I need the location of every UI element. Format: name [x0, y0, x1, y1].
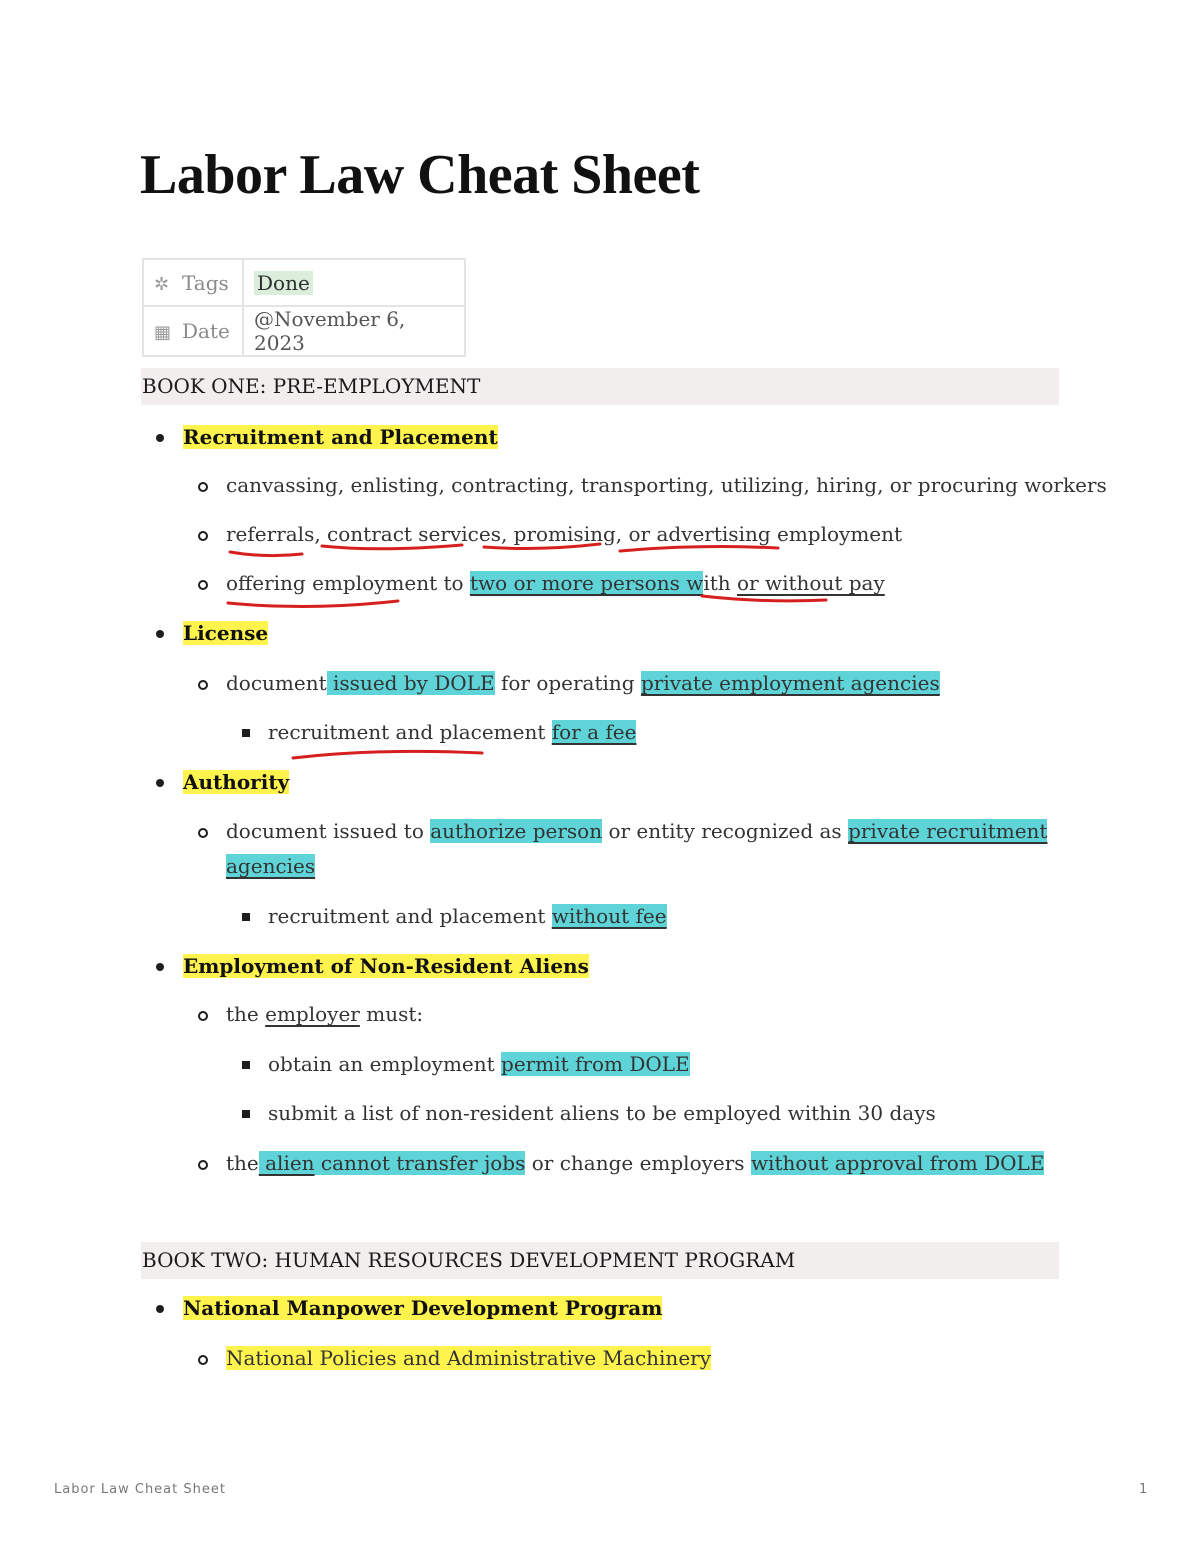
page-number: 1 [1139, 1482, 1148, 1497]
highlight-text: Recruitment and Placement [183, 425, 498, 449]
underlined-text: employer [265, 1002, 360, 1026]
highlight-text: cannot transfer jobs [314, 1151, 526, 1175]
text: or change employers [525, 1151, 751, 1175]
property-key-label: Date [182, 319, 230, 343]
ink-underline-offering [228, 601, 398, 607]
highlight-text: for a fee [551, 720, 637, 744]
text: the [226, 1151, 259, 1175]
highlight-text: alien [258, 1151, 315, 1175]
property-row-date[interactable] [143, 306, 465, 356]
text: must: [359, 1002, 424, 1026]
ink-underline-recruitment-placement [293, 751, 482, 758]
list-item: submit a list of non-resident aliens to be employed within 30 days [268, 1101, 936, 1125]
bullet [198, 482, 208, 492]
bullet [156, 630, 164, 638]
list-item-continuation [226, 852, 315, 880]
text: document [226, 671, 327, 695]
property-key [143, 306, 243, 356]
list-item-aliens-heading [183, 952, 589, 980]
list-item [226, 1149, 1044, 1177]
list-item [268, 1050, 690, 1078]
underlined-text: or without pay [737, 571, 885, 595]
list-item [268, 902, 667, 930]
highlight-text: National Manpower Development Program [183, 1296, 663, 1320]
list-item-recruitment-heading [183, 423, 498, 451]
bullet [242, 1110, 250, 1118]
text: or entity recognized as [602, 819, 849, 843]
highlight-text: agencies [226, 854, 316, 878]
list-item [226, 669, 940, 697]
property-key-label: Tags [182, 270, 229, 295]
property-value[interactable]: @November 6, 2023 [243, 306, 465, 356]
section-heading-book-two: BOOK TWO: HUMAN RESOURCES DEVELOPMENT PROGRAM [141, 1242, 1059, 1279]
footer-title: Labor Law Cheat Sheet [54, 1482, 226, 1497]
highlight-text: permit from DOLE [501, 1052, 690, 1076]
bullet [198, 1011, 208, 1021]
bullet [198, 1355, 208, 1365]
text: ith [703, 571, 738, 595]
text: recruitment and placement [268, 904, 552, 928]
bullet [198, 680, 208, 690]
highlight-text: two or more persons w [469, 571, 704, 595]
list-item [226, 569, 885, 597]
text: for operating [494, 671, 641, 695]
list-item [226, 817, 1047, 845]
highlight-text: without approval from DOLE [750, 1151, 1045, 1175]
section-heading-book-one: BOOK ONE: PRE-EMPLOYMENT [141, 368, 1059, 405]
properties-table [142, 258, 466, 357]
list-item-nmdp-heading [183, 1294, 662, 1322]
bullet [242, 1061, 250, 1069]
page-title: Labor Law Cheat Sheet [140, 144, 700, 206]
loading-icon: ✲ [154, 273, 170, 295]
status-tag[interactable]: Done [254, 271, 313, 295]
highlight-text: Authority [183, 770, 290, 794]
highlight-text: private recruitment [848, 819, 1048, 843]
list-item [226, 1344, 711, 1372]
text: the [226, 1002, 266, 1026]
highlight-text: License [183, 621, 269, 645]
bullet [156, 434, 164, 442]
property-value[interactable] [243, 259, 465, 306]
bullet [198, 531, 208, 541]
bullet [242, 913, 250, 921]
text: recruitment and placement [268, 720, 552, 744]
bullet [156, 1305, 164, 1313]
ink-underline-referrals [230, 552, 302, 556]
property-row-tags[interactable] [143, 259, 465, 306]
highlight-text: issued by DOLE [326, 671, 495, 695]
highlight-text: Employment of Non-Resident Aliens [183, 954, 589, 978]
highlight-text: National Policies and Administrative Machinery [226, 1346, 712, 1370]
text: offering employment to [226, 571, 470, 595]
list-item: referrals, contract services, promising, or advertising employment [226, 522, 903, 546]
bullet [242, 729, 250, 737]
bullet [156, 963, 164, 971]
highlight-text: without fee [551, 904, 667, 928]
property-key [143, 259, 243, 306]
bullet [156, 779, 164, 787]
text: document issued to [226, 819, 431, 843]
list-item-authority-heading [183, 768, 289, 796]
highlight-text: private employment agencies [640, 671, 940, 695]
list-item [268, 718, 636, 746]
bullet [198, 580, 208, 590]
list-item-license-heading [183, 619, 268, 647]
highlight-text: authorize person [430, 819, 603, 843]
list-item [226, 1000, 423, 1028]
calendar-icon: ▦ [154, 322, 172, 343]
list-item: canvassing, enlisting, contracting, transporting, utilizing, hiring, or procuring workers [226, 473, 1107, 497]
bullet [198, 1160, 208, 1170]
bullet [198, 828, 208, 838]
text: obtain an employment [268, 1052, 502, 1076]
